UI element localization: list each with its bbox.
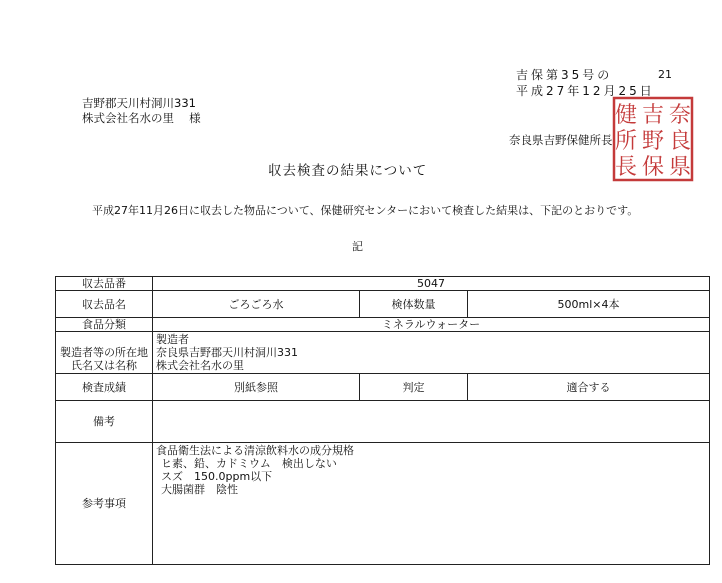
recipient-address: 吉野郡天川村洞川331 [82,96,196,110]
manufacturer-label [56,332,153,374]
document-number [516,68,672,82]
document-number-suffix: 21 [658,68,672,81]
seal-glyph: 保 [641,155,665,180]
reference-line: ヒ素、鉛、カドミウム 検出しない [161,457,337,470]
manufacturer-label-line1: 製造者等の所在地 [60,346,148,359]
manufacturer-name: 株式会社名水の里 [156,359,244,372]
results-value: 別紙参照 [153,374,360,401]
category-value: ミネラルウォーター [153,318,710,332]
table-row-sample-no [56,277,710,291]
reference-line: 食品衛生法による清涼飲料水の成分規格 [156,444,354,457]
seal-glyph: 野 [641,129,665,154]
sample-count-label: 検体数量 [360,291,468,318]
judgement-value: 適合する [468,374,710,401]
seal-glyph: 良 [668,129,692,154]
category-label: 食品分類 [56,318,153,332]
seal-glyph: 県 [668,155,692,180]
results-label: 検査成績 [56,374,153,401]
sample-name-value: ごろごろ水 [153,291,360,318]
judgement-label: 判定 [360,374,468,401]
table-row-remarks [56,401,710,443]
intro-paragraph: 平成27年11月26日に収去した物品について、保健研究センターにおいて検査した結果は、下記のとおりです。 [92,204,639,217]
seal-glyph: 長 [614,155,638,180]
sample-no-value: 5047 [153,277,710,291]
seal-glyph: 吉 [641,103,665,128]
table-row-manufacturer [56,332,710,374]
seal-glyph: 健 [614,103,638,128]
table-row-category [56,318,710,332]
ki-heading: 記 [352,240,363,253]
reference-line: スズ 150.0ppm以下 [161,470,273,483]
results-table [55,276,710,565]
reference-label: 参考事項 [56,443,153,565]
reference-value [153,443,710,565]
table-row-reference [56,443,710,565]
seal-glyph: 奈 [668,103,692,128]
seal-glyph: 所 [614,129,638,154]
sample-name-label: 収去品名 [56,291,153,318]
sample-no-label: 収去品番 [56,277,153,291]
manufacturer-label-line2: 氏名又は名称 [71,359,137,372]
manufacturer-value [153,332,710,374]
table-row-sample-name [56,291,710,318]
table-row-results [56,374,710,401]
manufacturer-address: 奈良県吉野郡天川村洞川331 [156,346,298,359]
remarks-value [153,401,710,443]
page-title: 収去検査の結果について [268,163,428,179]
recipient-name: 株式会社名水の里 様 [82,111,201,125]
issuer-name: 奈良県吉野保健所長 [509,133,613,147]
reference-line: 大腸菌群 陰性 [161,483,238,496]
document-number-text: 吉保第35号の [516,68,613,82]
remarks-label: 備考 [56,401,153,443]
official-seal-stamp [612,96,694,182]
manufacturer-role: 製造者 [156,333,189,346]
document-date: 平成27年12月25日 [516,84,655,98]
sample-count-value: 500ml×4本 [468,291,710,318]
